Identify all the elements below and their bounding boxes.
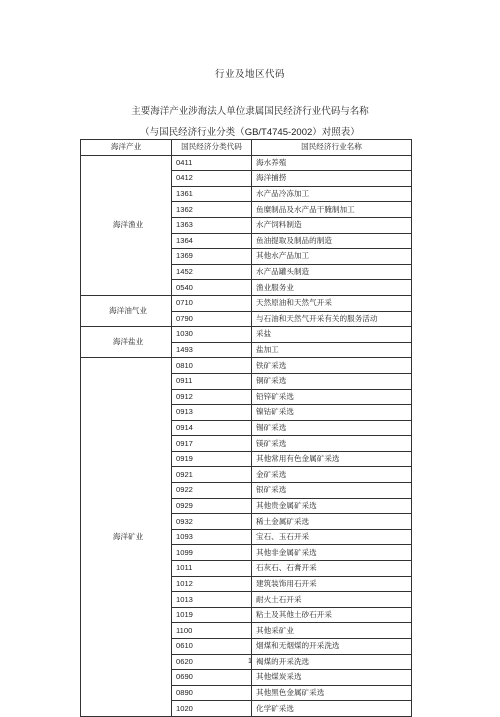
code-cell: 1452 bbox=[172, 264, 252, 280]
industry-name-cell: 铁矿采选 bbox=[252, 358, 412, 374]
industry-name-cell: 锡矿采选 bbox=[252, 420, 412, 436]
industry-name-cell: 铜矿采选 bbox=[252, 373, 412, 389]
industry-name-cell: 稀土金属矿采选 bbox=[252, 514, 412, 530]
industry-name-cell: 耐火土石开采 bbox=[252, 592, 412, 608]
code-cell: 0810 bbox=[172, 358, 252, 374]
code-cell: 1364 bbox=[172, 233, 252, 249]
page-number: 1 bbox=[247, 656, 253, 665]
code-cell: 0790 bbox=[172, 311, 252, 327]
industry-name-cell: 海洋捕捞 bbox=[252, 171, 412, 187]
industry-name-cell: 其他水产品加工 bbox=[252, 249, 412, 265]
table-row bbox=[81, 295, 412, 311]
industry-name-cell: 采盐 bbox=[252, 327, 412, 343]
industry-cell: 海洋油气业 bbox=[81, 295, 172, 326]
code-cell: 1493 bbox=[172, 342, 252, 358]
industry-name-cell: 粘土及其他土砂石开采 bbox=[252, 607, 412, 623]
code-cell: 1019 bbox=[172, 607, 252, 623]
code-cell: 0929 bbox=[172, 498, 252, 514]
code-cell: 1030 bbox=[172, 327, 252, 343]
industry-name-cell: 海水养殖 bbox=[252, 155, 412, 171]
industry-cell: 海洋渔业 bbox=[81, 155, 172, 295]
code-cell: 0913 bbox=[172, 405, 252, 421]
code-cell: 1093 bbox=[172, 529, 252, 545]
code-cell: 1012 bbox=[172, 576, 252, 592]
table-header-row bbox=[81, 140, 412, 156]
code-cell: 0540 bbox=[172, 280, 252, 296]
code-cell: 0411 bbox=[172, 155, 252, 171]
industry-name-cell: 其他黑色金属矿采选 bbox=[252, 685, 412, 701]
code-cell: 1362 bbox=[172, 202, 252, 218]
industry-name-cell: 宝石、玉石开采 bbox=[252, 529, 412, 545]
industry-name-cell: 镍钴矿采选 bbox=[252, 405, 412, 421]
industry-name-cell: 水产品冷冻加工 bbox=[252, 186, 412, 202]
table-row bbox=[81, 327, 412, 343]
header-marine-industry: 海洋产业 bbox=[81, 140, 172, 156]
code-cell: 0932 bbox=[172, 514, 252, 530]
code-cell: 0890 bbox=[172, 685, 252, 701]
industry-name-cell: 褐煤的开采洗选 bbox=[252, 654, 412, 670]
industry-name-cell: 银矿采选 bbox=[252, 483, 412, 499]
document-title: 行业及地区代码 bbox=[214, 69, 285, 80]
code-cell: 0914 bbox=[172, 420, 252, 436]
code-cell: 1099 bbox=[172, 545, 252, 561]
code-cell: 0921 bbox=[172, 467, 252, 483]
code-cell: 0912 bbox=[172, 389, 252, 405]
industry-cell: 海洋矿业 bbox=[81, 358, 172, 717]
industry-name-cell: 天然原油和天然气开采 bbox=[252, 295, 412, 311]
table-heading: 主要海洋产业涉海法人单位隶属国民经济行业代码与名称 bbox=[131, 106, 369, 117]
code-cell: 0690 bbox=[172, 670, 252, 686]
industry-name-cell: 其他煤炭采选 bbox=[252, 670, 412, 686]
code-cell: 1361 bbox=[172, 186, 252, 202]
subheading-suffix: ）对照表） bbox=[312, 127, 360, 138]
code-cell: 0919 bbox=[172, 451, 252, 467]
header-industry-name: 国民经济行业名称 bbox=[252, 140, 412, 156]
industry-code-table bbox=[80, 139, 412, 717]
industry-name-cell: 其他贵金属矿采选 bbox=[252, 498, 412, 514]
code-cell: 1013 bbox=[172, 592, 252, 608]
header-classification-code: 国民经济分类代码 bbox=[172, 140, 252, 156]
industry-cell: 海洋盐业 bbox=[81, 327, 172, 358]
code-cell: 0610 bbox=[172, 639, 252, 655]
industry-name-cell: 其他采矿业 bbox=[252, 623, 412, 639]
code-cell: 0412 bbox=[172, 171, 252, 187]
code-cell: 0917 bbox=[172, 436, 252, 452]
industry-name-cell: 鱼油提取及制品的制造 bbox=[252, 233, 412, 249]
table-body bbox=[81, 155, 412, 716]
code-cell: 0710 bbox=[172, 295, 252, 311]
industry-name-cell: 其他非金属矿采选 bbox=[252, 545, 412, 561]
code-cell: 1369 bbox=[172, 249, 252, 265]
industry-name-cell: 其他常用有色金属矿采选 bbox=[252, 451, 412, 467]
industry-name-cell: 渔业服务业 bbox=[252, 280, 412, 296]
table-row bbox=[81, 155, 412, 171]
code-cell: 1100 bbox=[172, 623, 252, 639]
code-cell: 0620 bbox=[172, 654, 252, 670]
subheading-prefix: （与国民经济行业分类（ bbox=[140, 127, 245, 138]
industry-name-cell: 石灰石、石膏开采 bbox=[252, 561, 412, 577]
industry-name-cell: 建筑装饰用石开采 bbox=[252, 576, 412, 592]
code-cell: 0922 bbox=[172, 483, 252, 499]
code-cell: 1363 bbox=[172, 217, 252, 233]
standard-code: GB/T4745-2002 bbox=[244, 127, 313, 138]
industry-name-cell: 与石油和天然气开采有关的服务活动 bbox=[252, 311, 412, 327]
industry-name-cell: 化学矿采选 bbox=[252, 701, 412, 717]
code-cell: 0911 bbox=[172, 373, 252, 389]
industry-name-cell: 水产品罐头制造 bbox=[252, 264, 412, 280]
code-cell: 1011 bbox=[172, 561, 252, 577]
table-row bbox=[81, 358, 412, 374]
industry-name-cell: 盐加工 bbox=[252, 342, 412, 358]
industry-name-cell: 水产饲料制造 bbox=[252, 217, 412, 233]
industry-name-cell: 金矿采选 bbox=[252, 467, 412, 483]
industry-name-cell: 鱼糜制品及水产品干腌制加工 bbox=[252, 202, 412, 218]
table-subheading bbox=[0, 124, 500, 138]
industry-name-cell: 镁矿采选 bbox=[252, 436, 412, 452]
industry-name-cell: 烟煤和无烟煤的开采洗选 bbox=[252, 639, 412, 655]
industry-name-cell: 铅锌矿采选 bbox=[252, 389, 412, 405]
code-cell: 1020 bbox=[172, 701, 252, 717]
